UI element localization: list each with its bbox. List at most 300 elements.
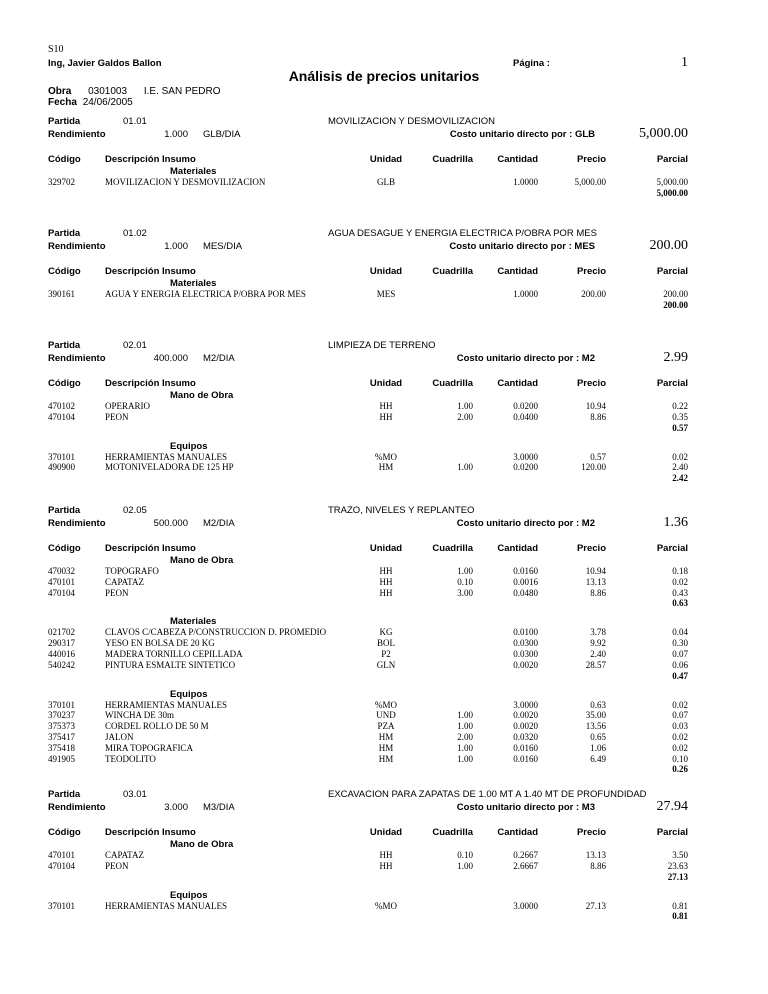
- partida-code: 01.01: [123, 116, 147, 127]
- insumo-code: 491905: [48, 753, 75, 764]
- insumo-desc: AGUA Y ENERGIA ELECTRICA P/OBRA POR MES: [105, 289, 306, 299]
- insumo-parcial: 0.06: [672, 659, 688, 670]
- col-unidad: Unidad: [369, 543, 403, 554]
- rendimiento-label: Rendimiento: [48, 353, 106, 364]
- insumo-precio: 10.94: [585, 566, 606, 576]
- group-subtotal: 0.26: [672, 764, 688, 775]
- rendimiento-line: [48, 126, 688, 145]
- insumo-unit: PZA: [377, 721, 395, 732]
- rendimiento-label: Rendimiento: [48, 518, 106, 529]
- group-name: Equipos: [170, 688, 208, 700]
- insumo-cuadrilla: 2.00: [457, 411, 473, 422]
- table-row: [48, 732, 688, 743]
- insumo-cantidad: 0.0020: [513, 659, 538, 670]
- partida-header: [48, 116, 688, 129]
- insumo-desc: JALON: [105, 731, 134, 742]
- insumo-cuadrilla: 1.00: [457, 401, 473, 411]
- insumo-parcial: 0.02: [672, 451, 688, 462]
- insumo-unit: HH: [379, 401, 393, 411]
- group-name: Mano de Obra: [170, 390, 234, 401]
- insumo-cantidad: 0.0400: [513, 411, 538, 422]
- partida-block: [48, 228, 688, 311]
- group-name: Equipos: [170, 440, 208, 452]
- insumo-cuadrilla: 1.00: [457, 860, 473, 871]
- col-codigo: Código: [48, 543, 81, 554]
- col-parcial: Parcial: [656, 378, 688, 389]
- col-parcial: Parcial: [656, 154, 688, 165]
- insumo-cantidad: 0.0020: [513, 710, 538, 721]
- insumo-cantidad: 1.0000: [513, 177, 538, 187]
- insumo-parcial: 0.07: [672, 710, 688, 721]
- insumo-precio: 10.94: [585, 401, 606, 411]
- table-row: [48, 743, 688, 754]
- insumo-unit: HM: [378, 462, 394, 473]
- col-cantidad: Cantidad: [497, 154, 538, 165]
- insumo-cantidad: 0.0320: [513, 731, 538, 742]
- insumo-parcial: 0.22: [672, 401, 688, 411]
- col-precio: Precio: [576, 543, 606, 554]
- col-cantidad: Cantidad: [497, 378, 538, 389]
- insumo-code: 375418: [48, 742, 75, 753]
- rendimiento-value: 1.000: [164, 129, 188, 140]
- insumo-cantidad: 0.0160: [513, 566, 538, 576]
- col-codigo: Código: [48, 827, 81, 838]
- partida-name: AGUA DESAGUE Y ENERGIA ELECTRICA P/OBRA POR MES: [328, 228, 597, 239]
- insumo-parcial: 0.18: [672, 566, 688, 576]
- col-codigo: Código: [48, 378, 81, 389]
- table-row: [48, 861, 688, 872]
- insumo-code: 390161: [48, 289, 75, 299]
- group-subtotal-row: [48, 188, 688, 199]
- spacer: [48, 369, 688, 378]
- insumo-unit: HH: [379, 411, 393, 422]
- insumo-code: 540242: [48, 659, 75, 670]
- col-descripcion: Descripción Insumo: [105, 543, 196, 554]
- insumo-unit: HH: [379, 860, 393, 871]
- col-parcial: Parcial: [656, 266, 688, 277]
- insumo-cantidad: 0.2667: [513, 850, 538, 860]
- insumo-cantidad: 0.0160: [513, 742, 538, 753]
- insumo-precio: 120.00: [581, 462, 606, 473]
- group-subtotal: 5,000.00: [656, 187, 688, 198]
- insumo-parcial: 0.30: [672, 638, 688, 649]
- insumo-precio: 8.86: [590, 411, 606, 422]
- group-name: Equipos: [170, 889, 208, 901]
- column-headers: [48, 543, 688, 555]
- col-precio: Precio: [576, 266, 606, 277]
- table-row: [48, 710, 688, 721]
- insumo-desc: YESO EN BOLSA DE 20 KG: [105, 638, 215, 649]
- col-unidad: Unidad: [369, 154, 403, 165]
- group-subtotal: 0.57: [672, 422, 688, 433]
- cost-label: Costo unitario directo por : MES: [449, 241, 595, 252]
- insumo-parcial: 0.07: [672, 648, 688, 659]
- spacer: [48, 534, 688, 543]
- group-subtotal: 0.81: [672, 911, 688, 922]
- cost-value: 1.36: [663, 515, 688, 530]
- cost-value: 2.99: [663, 350, 688, 365]
- insumo-parcial: 23.63: [667, 860, 688, 871]
- insumo-code: 470104: [48, 587, 75, 598]
- table-row: [48, 401, 688, 412]
- insumo-precio: 0.65: [590, 731, 606, 742]
- rendimiento-value: 500.000: [153, 518, 188, 529]
- group-name: Mano de Obra: [170, 555, 234, 566]
- partida-header: [48, 340, 688, 353]
- insumo-desc: TEODOLITO: [105, 753, 156, 764]
- insumo-precio: 13.13: [585, 850, 606, 860]
- insumo-precio: 8.86: [590, 587, 606, 598]
- cost-value: 27.94: [656, 799, 688, 814]
- insumo-code: 470104: [48, 860, 75, 871]
- column-headers: [48, 827, 688, 839]
- table-row: [48, 649, 688, 660]
- group-label: [48, 166, 688, 177]
- rendimiento-unit: M2/DIA: [203, 353, 235, 364]
- rendimiento-line: [48, 350, 688, 369]
- obra-name: I.E. SAN PEDRO: [143, 86, 221, 97]
- insumo-desc: HERRAMIENTAS MANUALES: [105, 451, 228, 462]
- insumo-cuadrilla: 1.00: [457, 710, 473, 721]
- insumo-desc: CLAVOS C/CABEZA P/CONSTRUCCION D. PROMEDIO: [105, 627, 327, 638]
- group-subtotal: 0.47: [672, 670, 688, 681]
- group-label: [48, 890, 688, 901]
- col-unidad: Unidad: [369, 827, 403, 838]
- insumo-precio: 13.13: [585, 576, 606, 587]
- insumo-cuadrilla: 1.00: [457, 753, 473, 764]
- insumo-code: 470032: [48, 566, 75, 576]
- insumo-desc: TOPOGRAFO: [105, 566, 159, 576]
- cost-value: 5,000.00: [639, 126, 688, 141]
- cost-label: Costo unitario directo por : GLB: [449, 129, 595, 140]
- col-cantidad: Cantidad: [497, 266, 538, 277]
- spacer: [48, 434, 688, 441]
- partida-header: [48, 228, 688, 241]
- insumo-precio: 1.06: [590, 742, 606, 753]
- col-cantidad: Cantidad: [497, 827, 538, 838]
- insumo-cantidad: 0.0480: [513, 587, 538, 598]
- insumo-parcial: 0.02: [672, 699, 688, 710]
- insumo-precio: 5,000.00: [574, 177, 606, 187]
- col-precio: Precio: [576, 827, 606, 838]
- col-parcial: Parcial: [656, 827, 688, 838]
- group-subtotal-row: [48, 300, 688, 311]
- spacer: [48, 257, 688, 266]
- table-row: [48, 577, 688, 588]
- engineer-name: Ing, Javier Galdos Ballon: [48, 58, 162, 69]
- table-row: [48, 721, 688, 732]
- insumo-parcial: 5,000.00: [656, 177, 688, 187]
- insumo-unit: %MO: [375, 900, 397, 911]
- fecha-line: [48, 97, 133, 108]
- page-label: Página :: [513, 58, 550, 69]
- partida-code: 02.05: [123, 505, 147, 516]
- group-label: [48, 441, 688, 452]
- insumo-cantidad: 0.0300: [513, 638, 538, 649]
- insumo-cuadrilla: 1.00: [457, 462, 473, 473]
- insumo-precio: 9.92: [590, 638, 606, 649]
- insumo-parcial: 0.10: [672, 753, 688, 764]
- insumo-precio: 2.40: [590, 648, 606, 659]
- insumo-precio: 27.13: [585, 900, 606, 911]
- insumo-desc: CAPATAZ: [105, 576, 144, 587]
- spacer: [48, 883, 688, 890]
- partida-name: TRAZO, NIVELES Y REPLANTEO: [328, 505, 475, 516]
- insumo-desc: PEON: [105, 411, 129, 422]
- insumo-parcial: 3.50: [672, 850, 688, 860]
- table-row: [48, 462, 688, 473]
- spacer: [48, 609, 688, 616]
- partida-code: 02.01: [123, 340, 147, 351]
- column-headers: [48, 378, 688, 390]
- rendimiento-value: 3.000: [164, 802, 188, 813]
- col-cuadrilla: Cuadrilla: [432, 266, 473, 277]
- insumo-code: 329702: [48, 177, 75, 187]
- col-cuadrilla: Cuadrilla: [432, 827, 473, 838]
- group-subtotal-row: [48, 598, 688, 609]
- insumo-parcial: 0.02: [672, 742, 688, 753]
- insumo-desc: WINCHA DE 30m: [105, 710, 174, 721]
- group-label: [48, 278, 688, 289]
- insumo-cuadrilla: 1.00: [457, 742, 473, 753]
- table-row: [48, 700, 688, 711]
- group-subtotal-row: [48, 764, 688, 775]
- group-subtotal-row: [48, 473, 688, 484]
- insumo-code: 375417: [48, 731, 75, 742]
- partida-name: MOVILIZACION Y DESMOVILIZACION: [328, 116, 495, 127]
- insumo-parcial: 2.40: [672, 462, 688, 473]
- partida-block: [48, 340, 688, 484]
- insumo-unit: P2: [381, 648, 391, 659]
- group-name: Materiales: [170, 616, 217, 628]
- insumo-parcial: 200.00: [663, 289, 688, 299]
- cost-label: Costo unitario directo por : M2: [456, 353, 595, 364]
- insumo-desc: CAPATAZ: [105, 850, 144, 860]
- insumo-cuadrilla: 1.00: [457, 566, 473, 576]
- insumo-unit: HH: [379, 566, 393, 576]
- insumo-desc: MIRA TOPOGRAFICA: [105, 742, 193, 753]
- spacer: [48, 818, 688, 827]
- insumo-precio: 28.57: [585, 659, 606, 670]
- insumo-cuadrilla: 3.00: [457, 587, 473, 598]
- col-cuadrilla: Cuadrilla: [432, 378, 473, 389]
- insumo-cantidad: 1.0000: [513, 289, 538, 299]
- rendimiento-value: 400.000: [153, 353, 188, 364]
- insumo-cantidad: 0.0300: [513, 648, 538, 659]
- col-descripcion: Descripción Insumo: [105, 154, 196, 165]
- partida-label: Partida: [48, 789, 81, 800]
- insumo-parcial: 0.81: [672, 900, 688, 911]
- group-label: [48, 390, 688, 401]
- col-cantidad: Cantidad: [497, 543, 538, 554]
- system-label: S10: [48, 44, 64, 55]
- table-row: [48, 627, 688, 638]
- col-codigo: Código: [48, 154, 81, 165]
- group-subtotal-row: [48, 671, 688, 682]
- col-descripcion: Descripción Insumo: [105, 266, 196, 277]
- col-cuadrilla: Cuadrilla: [432, 543, 473, 554]
- insumo-desc: HERRAMIENTAS MANUALES: [105, 900, 228, 911]
- table-row: [48, 412, 688, 423]
- insumo-unit: HH: [379, 850, 393, 860]
- insumo-precio: 8.86: [590, 860, 606, 871]
- group-name: Materiales: [170, 166, 217, 177]
- insumo-precio: 35.00: [585, 710, 606, 721]
- table-row: [48, 566, 688, 577]
- insumo-code: 290317: [48, 638, 75, 649]
- insumo-desc: PINTURA ESMALTE SINTETICO: [105, 659, 236, 670]
- insumo-desc: CORDEL ROLLO DE 50 M: [105, 721, 209, 732]
- partida-label: Partida: [48, 505, 81, 516]
- table-row: [48, 754, 688, 765]
- insumo-desc: PEON: [105, 860, 129, 871]
- col-descripcion: Descripción Insumo: [105, 827, 196, 838]
- insumo-precio: 13.56: [585, 721, 606, 732]
- group-subtotal-row: [48, 872, 688, 883]
- insumo-code: 370101: [48, 900, 75, 911]
- insumo-unit: MES: [376, 289, 396, 299]
- table-row: [48, 638, 688, 649]
- insumo-parcial: 0.03: [672, 721, 688, 732]
- insumo-cantidad: 3.0000: [513, 900, 538, 911]
- insumo-code: 375373: [48, 721, 75, 732]
- partida-label: Partida: [48, 228, 81, 239]
- obra-code: 0301003: [88, 86, 128, 97]
- insumo-parcial: 0.35: [672, 411, 688, 422]
- group-subtotal-row: [48, 423, 688, 434]
- col-precio: Precio: [576, 378, 606, 389]
- insumo-code: 470101: [48, 850, 75, 860]
- partida-name: LIMPIEZA DE TERRENO: [328, 340, 436, 351]
- table-row: [48, 901, 688, 912]
- insumo-cantidad: 3.0000: [513, 699, 538, 710]
- col-unidad: Unidad: [369, 266, 403, 277]
- col-descripcion: Descripción Insumo: [105, 378, 196, 389]
- group-label: [48, 689, 688, 700]
- group-subtotal: 27.13: [667, 871, 688, 882]
- insumo-unit: HH: [379, 576, 393, 587]
- table-row: [48, 850, 688, 861]
- group-label: [48, 616, 688, 627]
- spacer: [48, 145, 688, 154]
- insumo-unit: HM: [378, 731, 394, 742]
- rendimiento-label: Rendimiento: [48, 802, 106, 813]
- insumo-code: 370101: [48, 699, 75, 710]
- insumo-parcial: 0.43: [672, 587, 688, 598]
- report-title: Análisis de precios unitarios: [288, 68, 480, 84]
- rendimiento-unit: MES/DIA: [203, 241, 243, 252]
- insumo-desc: HERRAMIENTAS MANUALES: [105, 699, 228, 710]
- insumo-unit: GLN: [376, 659, 396, 670]
- fecha-value: 24/06/2005: [82, 97, 133, 108]
- page-number: 1: [681, 55, 688, 70]
- group-label: [48, 839, 688, 850]
- table-row: [48, 660, 688, 671]
- group-subtotal: 200.00: [663, 299, 688, 310]
- obra-label: Obra: [48, 86, 72, 97]
- insumo-desc: MOTONIVELADORA DE 125 HP: [105, 462, 234, 473]
- table-row: [48, 452, 688, 463]
- partida-block: [48, 505, 688, 775]
- insumo-parcial: 0.02: [672, 576, 688, 587]
- rendimiento-line: [48, 515, 688, 534]
- insumo-cuadrilla: 2.00: [457, 731, 473, 742]
- table-row: [48, 177, 688, 188]
- partida-header: [48, 505, 688, 518]
- col-unidad: Unidad: [369, 378, 403, 389]
- insumo-code: 370237: [48, 710, 75, 721]
- insumo-code: 021702: [48, 627, 75, 638]
- rendimiento-line: [48, 238, 688, 257]
- group-subtotal: 2.42: [672, 473, 688, 484]
- partida-label: Partida: [48, 116, 81, 127]
- group-subtotal: 0.63: [672, 598, 688, 609]
- table-row: [48, 588, 688, 599]
- insumo-unit: HM: [378, 753, 394, 764]
- partida-code: 03.01: [123, 789, 147, 800]
- rendimiento-value: 1.000: [164, 241, 188, 252]
- insumo-desc: MADERA TORNILLO CEPILLADA: [105, 648, 243, 659]
- insumo-cantidad: 0.0016: [513, 576, 538, 587]
- partida-block: [48, 789, 688, 922]
- insumo-desc: OPERARIO: [105, 401, 151, 411]
- cost-value: 200.00: [649, 238, 688, 253]
- insumo-unit: UND: [376, 710, 396, 721]
- insumo-precio: 200.00: [581, 289, 606, 299]
- rendimiento-unit: M2/DIA: [203, 518, 235, 529]
- insumo-cuadrilla: 1.00: [457, 721, 473, 732]
- insumo-cantidad: 0.0200: [513, 401, 538, 411]
- group-name: Materiales: [170, 278, 217, 289]
- insumo-unit: HM: [378, 742, 394, 753]
- col-codigo: Código: [48, 266, 81, 277]
- insumo-cuadrilla: 0.10: [457, 850, 473, 860]
- insumo-precio: 3.78: [590, 627, 606, 638]
- rendimiento-label: Rendimiento: [48, 241, 106, 252]
- cost-label: Costo unitario directo por : M3: [456, 802, 595, 813]
- insumo-code: 490900: [48, 462, 75, 473]
- fecha-label: Fecha: [48, 97, 77, 108]
- rendimiento-label: Rendimiento: [48, 129, 106, 140]
- partida-header: [48, 789, 688, 802]
- insumo-cantidad: 2.6667: [513, 860, 538, 871]
- insumo-cantidad: 0.0200: [513, 462, 538, 473]
- insumo-precio: 0.63: [590, 699, 606, 710]
- col-precio: Precio: [576, 154, 606, 165]
- insumo-parcial: 0.04: [672, 627, 688, 638]
- insumo-unit: %MO: [375, 699, 397, 710]
- column-headers: [48, 154, 688, 166]
- insumo-precio: 6.49: [590, 753, 606, 764]
- insumo-code: 470102: [48, 401, 75, 411]
- table-row: [48, 289, 688, 300]
- insumo-unit: GLB: [377, 177, 395, 187]
- insumo-desc: MOVILIZACION Y DESMOVILIZACION: [105, 177, 266, 187]
- partida-code: 01.02: [123, 228, 147, 239]
- insumo-cuadrilla: 0.10: [457, 576, 473, 587]
- insumo-cantidad: 3.0000: [513, 451, 538, 462]
- insumo-code: 470104: [48, 411, 75, 422]
- insumo-precio: 0.57: [590, 451, 606, 462]
- partida-label: Partida: [48, 340, 81, 351]
- insumo-code: 440016: [48, 648, 75, 659]
- insumo-parcial: 0.02: [672, 731, 688, 742]
- insumo-cantidad: 0.0020: [513, 721, 538, 732]
- cost-label: Costo unitario directo por : M2: [456, 518, 595, 529]
- insumo-desc: PEON: [105, 587, 129, 598]
- insumo-unit: %MO: [375, 451, 397, 462]
- rendimiento-unit: GLB/DIA: [203, 129, 241, 140]
